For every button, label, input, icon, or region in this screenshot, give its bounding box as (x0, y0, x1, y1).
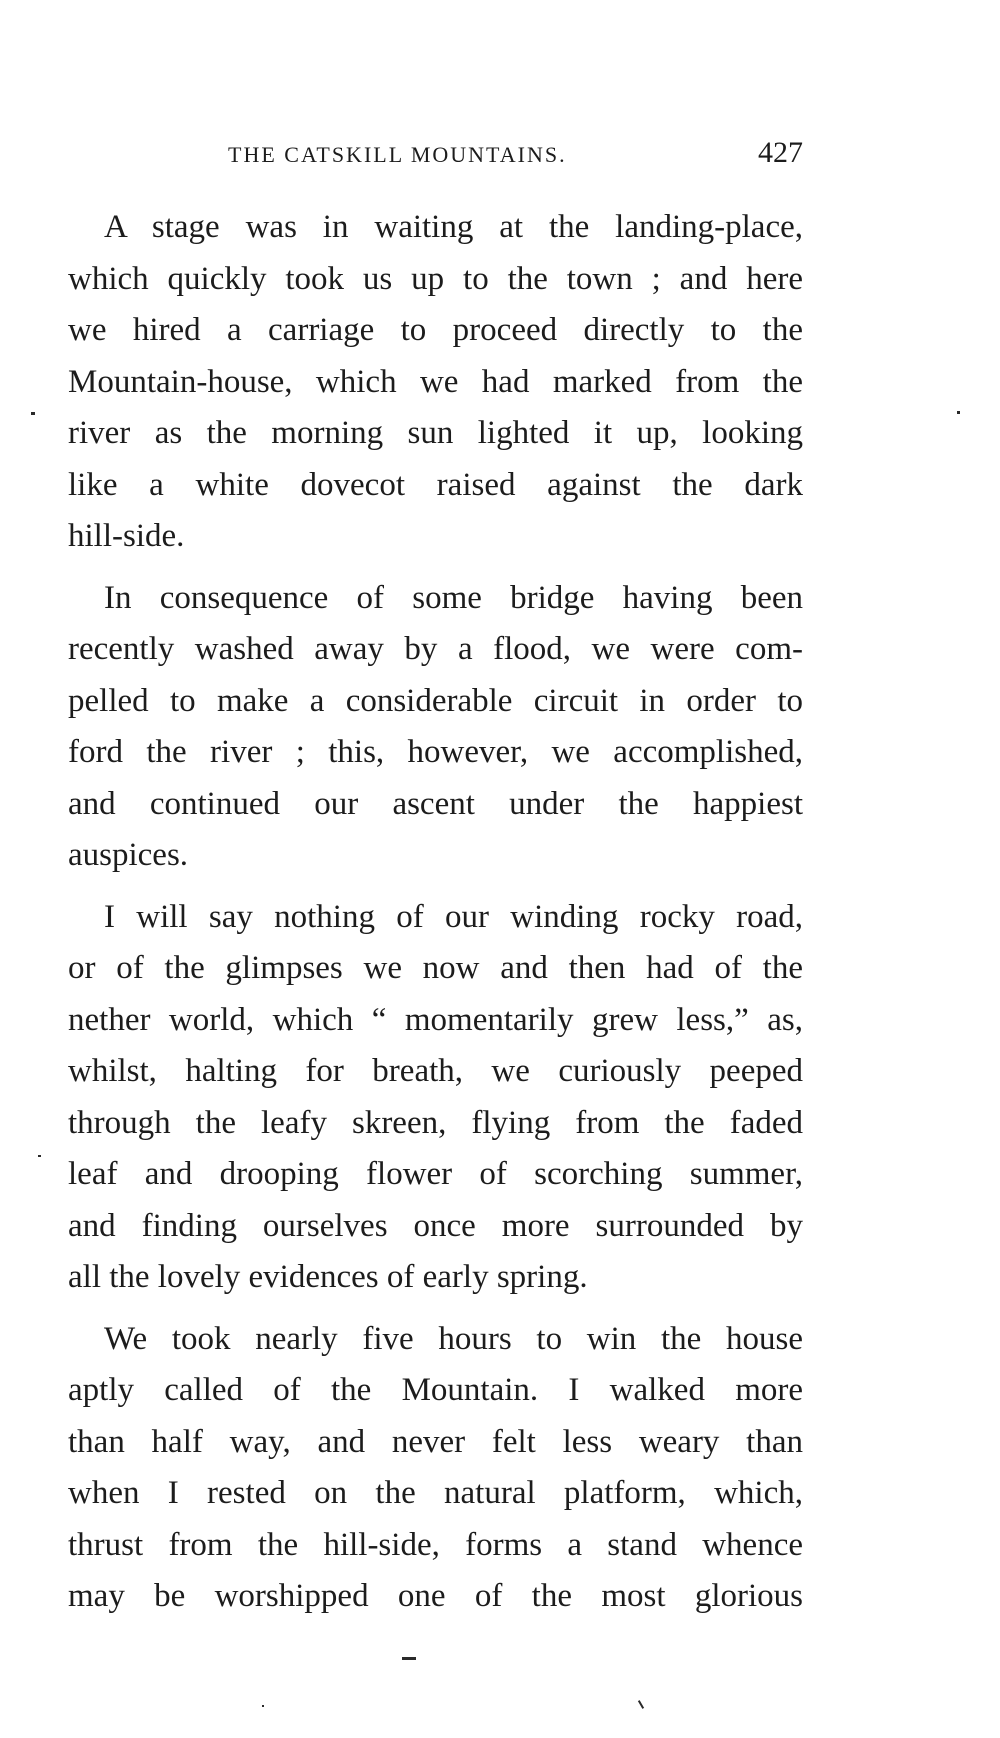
text-line: leaf and drooping flower of scorching summer, (68, 1156, 803, 1192)
text-line: auspices. (68, 837, 189, 873)
text-line: river as the morning sun lighted it up, looking (68, 415, 803, 451)
running-title: THE CATSKILL MOUNTAINS. (228, 142, 567, 167)
text-line: In consequence of some bridge having been (104, 579, 803, 616)
text-line: may be worshipped one of the most glorious (68, 1578, 803, 1614)
text-line: all the lovely evidences of early spring. (68, 1259, 588, 1295)
text-line: which quickly took us up to the town ; and here (68, 260, 803, 297)
text-line: pelled to make a considerable circuit in order to (68, 682, 803, 719)
text-line: We took nearly five hours to win the house (104, 1320, 803, 1357)
paragraph-4 (68, 1314, 803, 1623)
text-line: whilst, halting for breath, we curiously peeped (68, 1053, 803, 1089)
scan-speck (38, 1155, 41, 1157)
text-line: like a white dovecot raised against the dark (68, 466, 803, 503)
paragraph-1 (68, 202, 803, 563)
scan-speck (957, 411, 960, 414)
text-line: I will say nothing of our winding rocky road, (104, 898, 803, 935)
scan-speck (402, 1657, 416, 1660)
text-line: through the leafy skreen, flying from the faded (68, 1104, 803, 1141)
running-head (68, 136, 803, 176)
scan-speck (262, 1705, 264, 1707)
text-line: ford the river ; this, however, we accomplished, (68, 734, 803, 770)
text-line: Mountain-house, which we had marked from the (68, 363, 803, 400)
text-line: recently washed away by a flood, we were com- (68, 631, 803, 667)
text-line: thrust from the hill-side, forms a stand whence (68, 1526, 803, 1563)
text-line: aptly called of the Mountain. I walked more (68, 1372, 803, 1408)
paragraph-2 (68, 573, 803, 882)
text-line: hill-side. (68, 518, 185, 554)
text-line: when I rested on the natural platform, which, (68, 1475, 803, 1511)
paragraph-3 (68, 892, 803, 1304)
text-line: we hired a carriage to proceed directly to the (68, 312, 803, 348)
body-text (68, 202, 803, 1633)
scan-speck (31, 412, 35, 415)
page-number: 427 (758, 136, 803, 169)
text-line: nether world, which “ momentarily grew less,” as, (68, 1001, 803, 1038)
text-line: A stage was in waiting at the landing-place, (104, 209, 803, 245)
scan-speck (638, 1700, 644, 1709)
text-line: and finding ourselves once more surrounded by (68, 1207, 803, 1244)
text-line: and continued our ascent under the happiest (68, 785, 803, 822)
text-line: or of the glimpses we now and then had of the (68, 950, 803, 986)
text-line: than half way, and never felt less weary than (68, 1423, 803, 1460)
